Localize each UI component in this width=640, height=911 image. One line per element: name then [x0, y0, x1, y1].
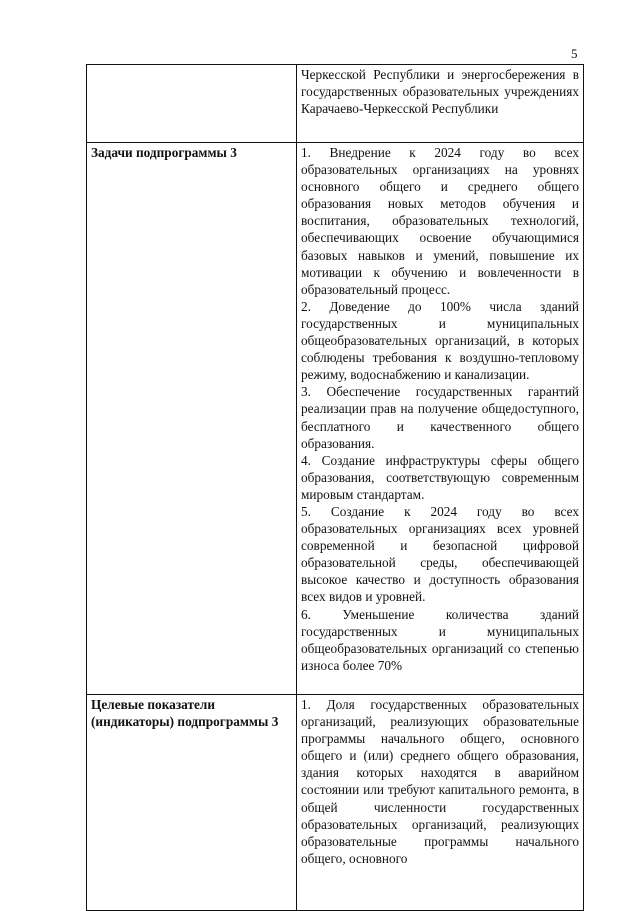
content-paragraph: 6. Уменьшение количества зданий государственных и муниципальных общеобразовательных организаций со степенью износа более 70% [301, 606, 579, 673]
table-row [87, 143, 584, 695]
row-content [297, 65, 584, 143]
page-number: 5 [571, 46, 578, 61]
content-paragraph: 5. Создание к 2024 году во всех образовательных организациях всех уровней современной и безопасной цифровой образовательной среды, обеспечивающей высокое качество и доступность образования всех видов и уровней. [301, 503, 579, 605]
table-row [87, 65, 584, 143]
content-paragraph: 3. Обеспечение государственных гарантий реализации прав на получение общедоступного, бесплатного и качественного общего образования. [301, 384, 579, 451]
content-paragraph: 4. Создание инфраструктуры сферы общего образования, соответствующую современным мировым стандартам. [301, 452, 579, 502]
subprogram-table [86, 64, 584, 911]
content-paragraph: 1. Доля государственных образовательных организаций, реализующих образовательные программы начального общего, основного общего и (или) среднего общего образования, здания которых находятся в аварийном состоянии или требуют капитального ремонта, в общей численности государственных образовательных организаций, реализующих образовательные программы начального общего, основного [301, 697, 579, 866]
row-content [297, 143, 584, 695]
row-label: Целевые показатели (индикаторы) подпрограммы 3 [87, 695, 297, 911]
content-paragraph: 1. Внедрение к 2024 году во всех образовательных организациях на уровнях основного общего и среднего общего образования новых методов обучения и воспитания, образовательных технологий, обеспечивающих освоение обучающимися базовых навыков и умений, повышение их мотивации к обучению и вовлеченности в образовательный процесс. [301, 145, 579, 297]
row-label [87, 65, 297, 143]
content-paragraph: 2. Доведение до 100% числа зданий государственных и муниципальных общеобразовательных организаций, в которых соблюдены требования к воздушно-тепловому режиму, водоснабжению и канализации. [301, 298, 579, 383]
row-label: Задачи подпрограммы 3 [87, 143, 297, 695]
table-row [87, 695, 584, 911]
row-content [297, 695, 584, 911]
content-paragraph: Черкесской Республики и энергосбережения в государственных образовательных учреждениях Карачаево-Черкесской Республики [301, 67, 579, 117]
